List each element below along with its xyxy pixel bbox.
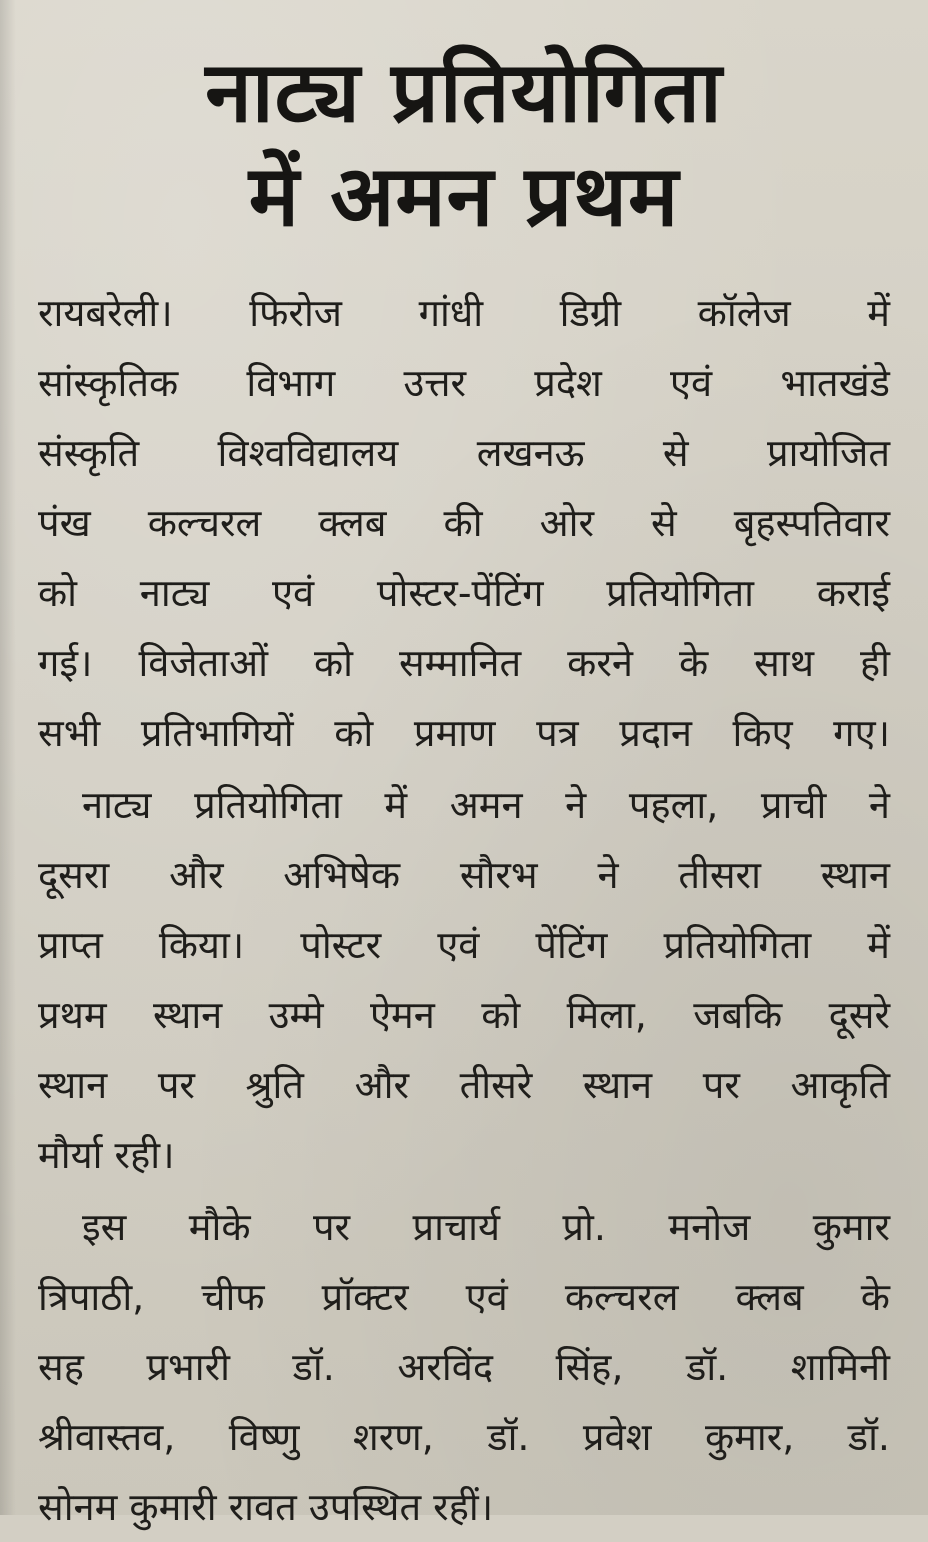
paragraph-1 — [38, 278, 890, 768]
body-line: स्थान पर श्रुति और तीसरे स्थान पर आकृति — [38, 1063, 890, 1107]
body-line: को नाट्य एवं पोस्टर-पेंटिंग प्रतियोगिता कराई — [38, 571, 890, 615]
body-line: संस्कृति विश्वविद्यालय लखनऊ से प्रायोजित — [38, 431, 890, 475]
paragraph-3 — [38, 1192, 890, 1542]
body-line: पंख कल्चरल क्लब की ओर से बृहस्पतिवार — [38, 501, 890, 545]
body-line: नाट्य प्रतियोगिता में अमन ने पहला, प्राची ने — [82, 783, 890, 827]
headline-line: नाट्य प्रतियोगिता — [205, 43, 723, 141]
body-line: सांस्कृतिक विभाग उत्तर प्रदेश एवं भातखंडे — [38, 361, 890, 405]
body-line: प्रथम स्थान उम्मे ऐमन को मिला, जबकि दूसरे — [38, 993, 890, 1037]
body-line: प्राप्त किया। पोस्टर एवं पेंटिंग प्रतियोगिता में — [38, 923, 890, 967]
article-body — [38, 278, 890, 1542]
body-line: श्रीवास्तव, विष्णु शरण, डॉ. प्रवेश कुमार, डॉ. — [38, 1415, 890, 1459]
body-line: सभी प्रतिभागियों को प्रमाण पत्र प्रदान किए गए। — [38, 711, 890, 755]
body-line: रायबरेली। फिरोज गांधी डिग्री कॉलेज में — [38, 291, 890, 335]
body-line: इस मौके पर प्राचार्य प्रो. मनोज कुमार — [82, 1205, 890, 1249]
body-line: गई। विजेताओं को सम्मानित करने के साथ ही — [38, 641, 890, 685]
paragraph-2 — [38, 770, 890, 1190]
headline-line: में अमन प्रथम — [248, 147, 680, 245]
body-line: सह प्रभारी डॉ. अरविंद सिंह, डॉ. शामिनी — [38, 1345, 890, 1389]
headline — [38, 40, 890, 248]
body-line: मौर्या रही। — [38, 1133, 175, 1177]
body-line: दूसरा और अभिषेक सौरभ ने तीसरा स्थान — [38, 853, 890, 897]
body-line: सोनम कुमारी रावत उपस्थित रहीं। — [38, 1485, 494, 1529]
body-line: त्रिपाठी, चीफ प्रॉक्टर एवं कल्चरल क्लब के — [38, 1275, 890, 1319]
